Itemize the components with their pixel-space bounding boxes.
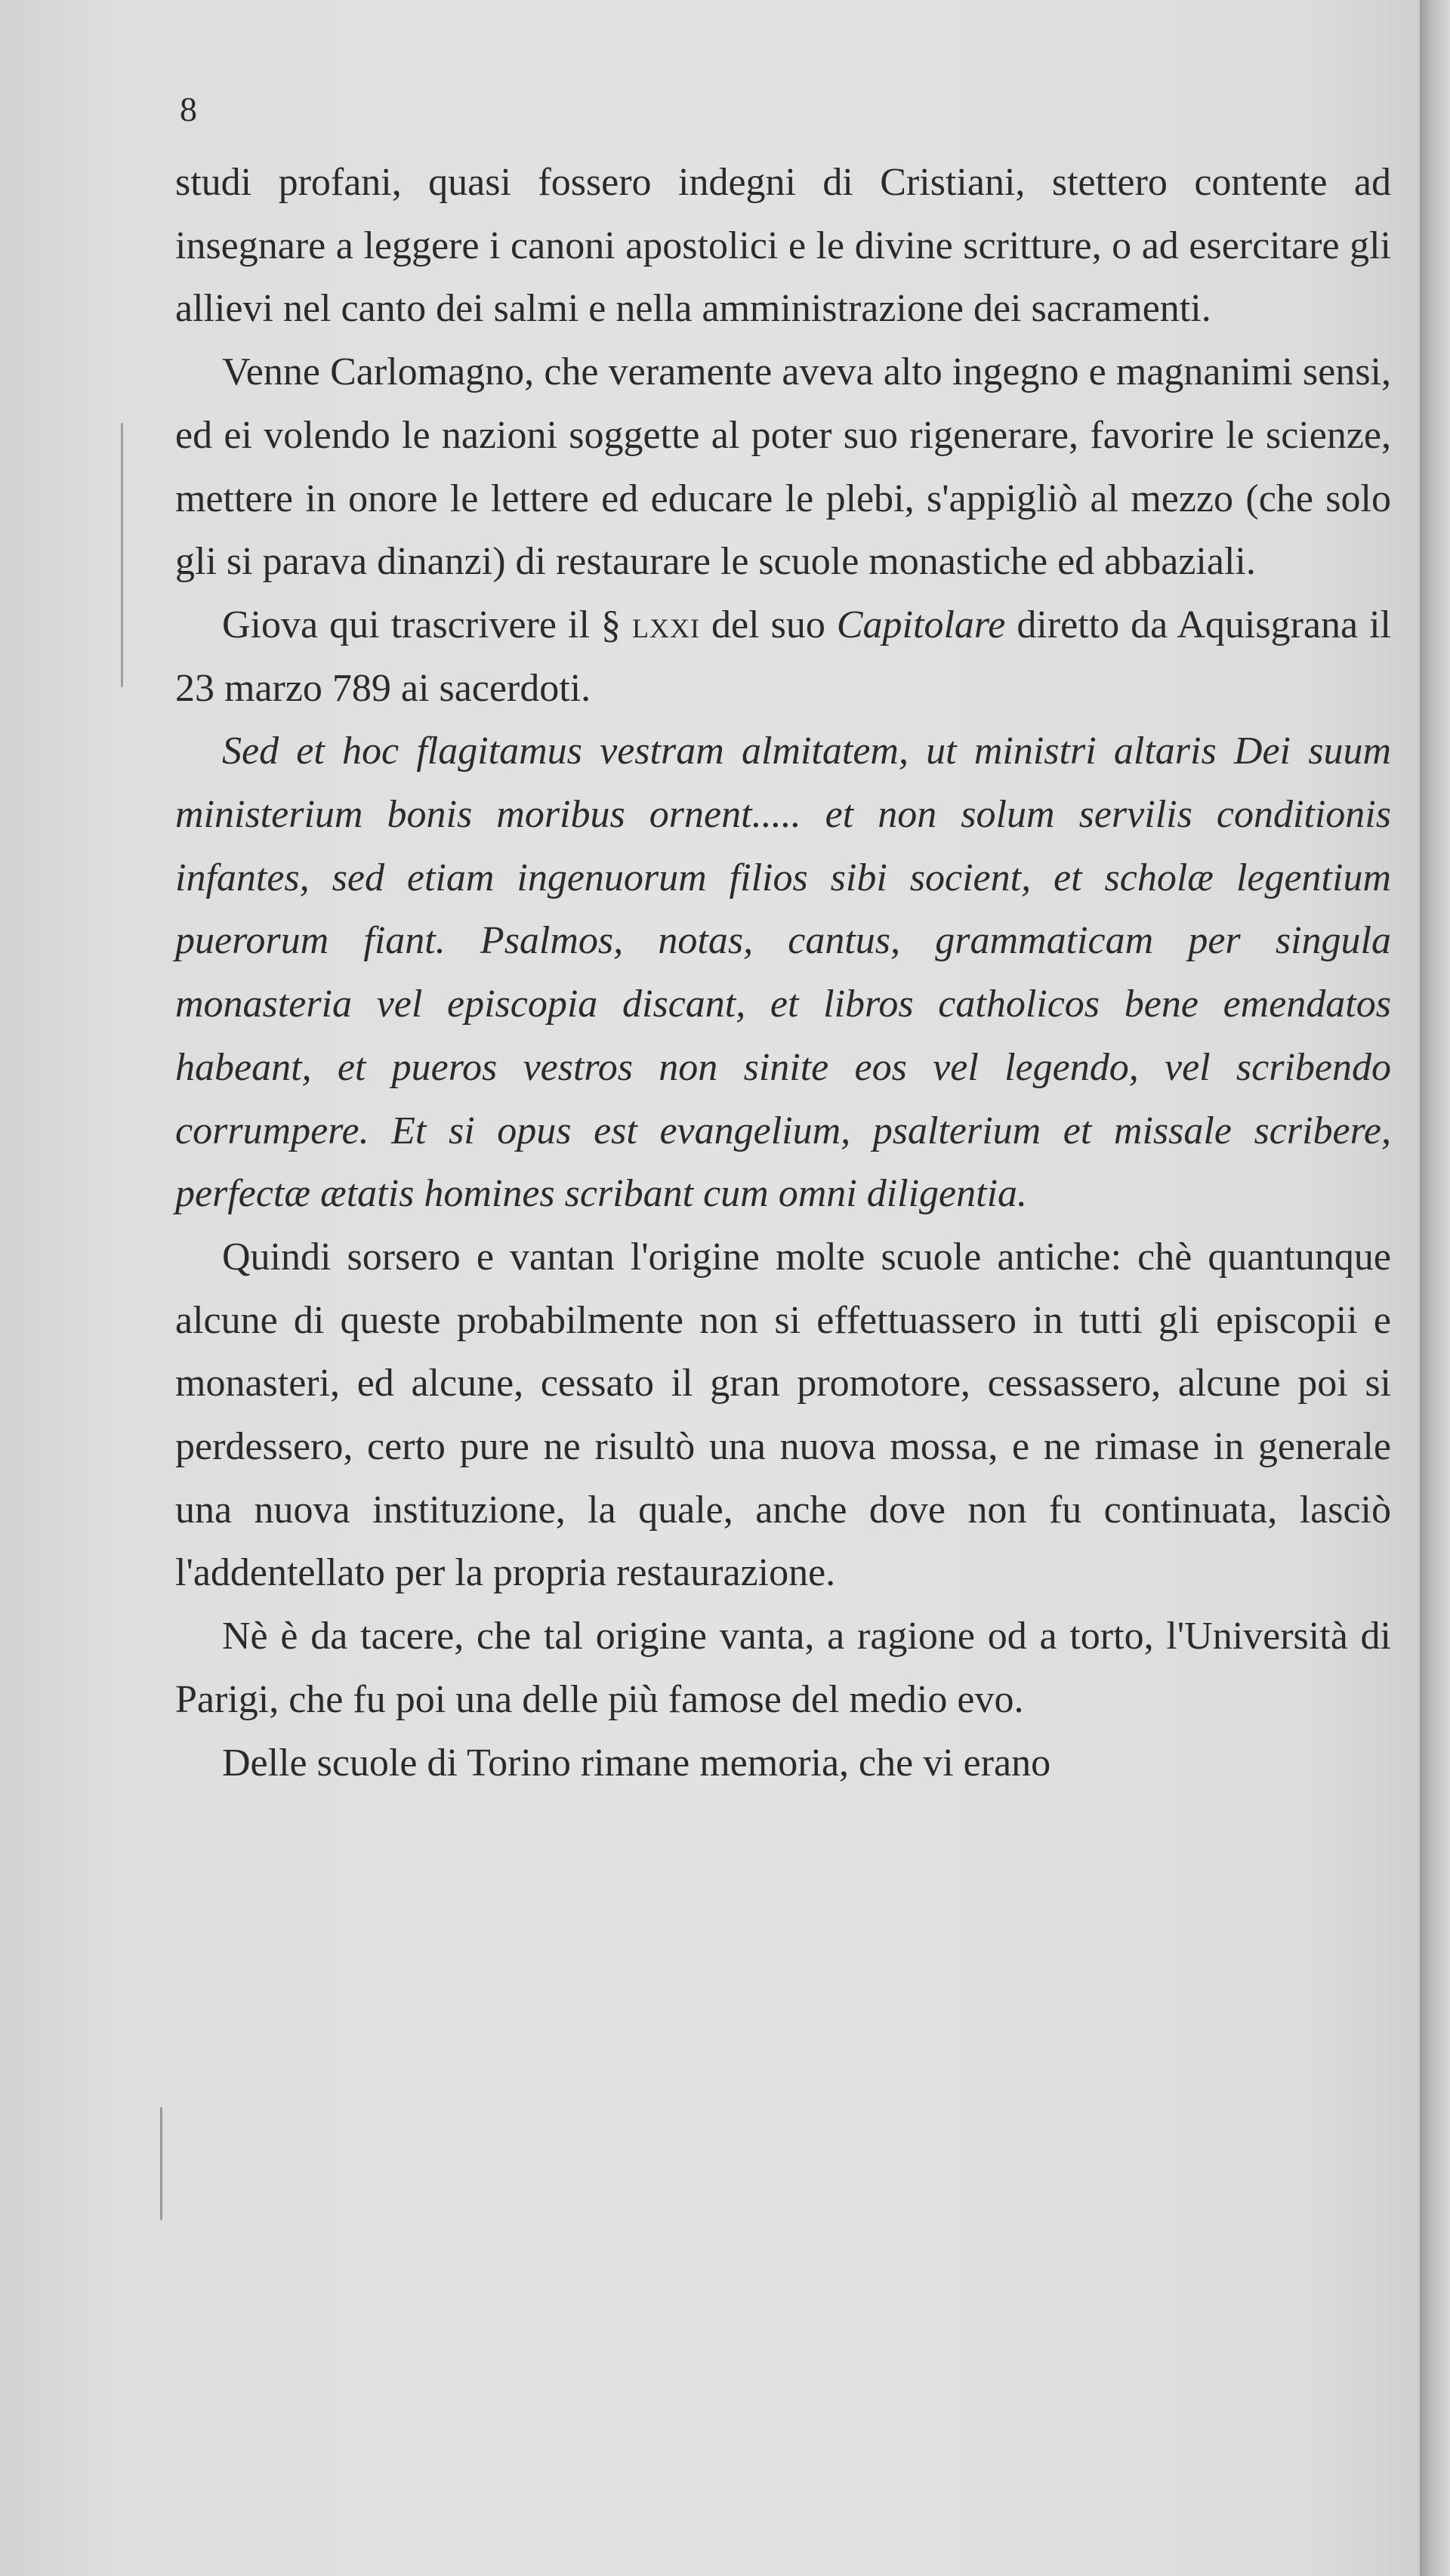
paragraph-3-post: diretto da Aquisgrana il 23 marzo 789 ai sacerdoti. <box>175 603 1391 710</box>
paragraph-1: studi profani, quasi fossero indegni di Cristiani, stettero contente ad insegnare a leggere i canoni apostolici e le divine scritture, o ad esercitare gli allievi nel canto dei salmi e nella amministrazione dei sacramenti. <box>175 161 1391 331</box>
paragraph-3 <box>175 594 1391 720</box>
section-numeral: lxxi <box>632 603 700 646</box>
latin-quotation: Sed et hoc flagitamus vestram almitatem, ut ministri altaris Dei suum ministerium bonis moribus ornent..... et non solum servilis conditionis infantes, sed etiam ingenuorum filios sibi socient, et scholæ legentium puerorum fiant. Psalmos, notas, cantus, grammaticam per singula monasteria vel episcopia discant, et libros catholicos bene emendatos habeant, et pueros vestros non sinite eos vel legendo, vel scribendo corrumpere. Et si opus est evangelium, psalterium et missale scribere, perfectæ ætatis homines scribant cum omni diligentia. <box>175 730 1391 1216</box>
paragraph-7: Delle scuole di Torino rimane memoria, che vi erano <box>222 1741 1051 1785</box>
margin-pencil-mark-lower <box>160 2107 162 2220</box>
paragraph-2: Venne Carlomagno, che veramente aveva alto ingegno e magnanimi sensi, ed ei volendo le nazioni soggette al poter suo rigenerare, favorire le scienze, mettere in onore le lettere ed educare le plebi, s'appigliò al mezzo (che solo gli si parava dinanzi) di restaurare le scuole monastiche ed abbaziali. <box>175 350 1391 584</box>
paragraph-3-pre: Giova qui trascrivere il § <box>222 603 633 646</box>
capitolare-title: Capitolare <box>836 603 1006 646</box>
page-number: 8 <box>180 90 198 128</box>
paragraph-6: Nè è da tacere, che tal origine vanta, a ragione od a torto, l'Università di Parigi, che fu poi una delle più famose del medio evo. <box>175 1615 1391 1721</box>
paragraph-3-mid: del suo <box>700 603 837 646</box>
paragraph-5: Quindi sorsero e vantan l'origine molte scuole antiche: chè quantunque alcune di queste probabilmente non si effettuassero in tutti gli episcopii e monasteri, ed alcune, cessato il gran promotore, cessassero, alcune poi si perdessero, certo pure ne risultò una nuova mossa, e ne rimase in generale una nuova instituzione, la quale, anche dove non fu continuata, lasciò l'addentellato per la propria restaurazione. <box>175 1235 1391 1595</box>
body-text <box>175 151 1391 1794</box>
page-edge-shadow <box>1420 0 1450 2576</box>
margin-pencil-mark-upper <box>121 423 123 687</box>
